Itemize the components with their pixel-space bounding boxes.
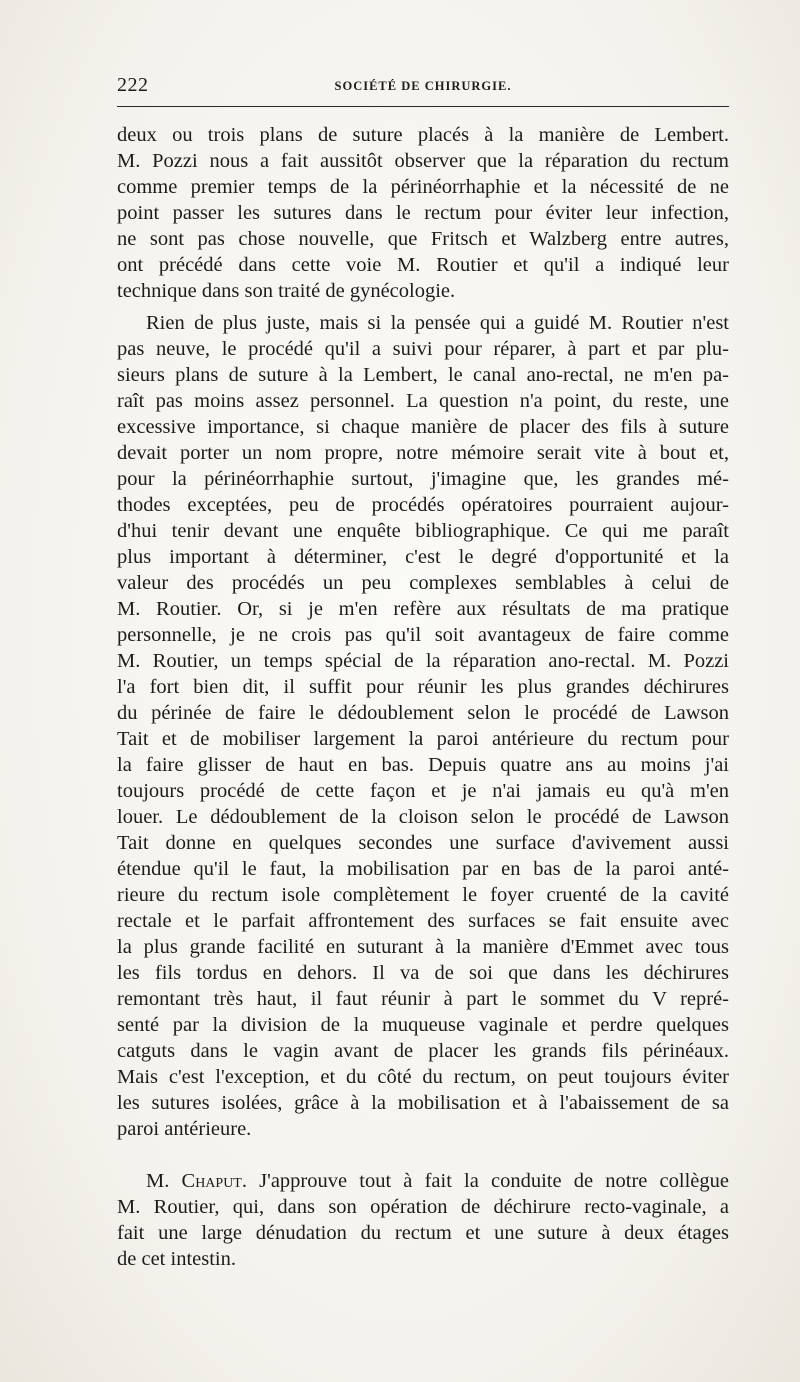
header-rule bbox=[117, 106, 729, 107]
text-line: Tait et de mobiliser largement la paroi antérieure du rectum pour bbox=[117, 728, 729, 750]
text-line: remontant très haut, il faut réunir à part le sommet du V repré- bbox=[117, 988, 729, 1010]
text-line: Tait donne en quelques secondes une surface d'avivement aussi bbox=[117, 832, 729, 854]
text-line: rieure du rectum isole complètement le foyer cruenté de la cavité bbox=[117, 884, 729, 906]
running-head: SOCIÉTÉ DE CHIRURGIE. bbox=[334, 79, 512, 93]
text-line: technique dans son traité de gynécologie. bbox=[117, 280, 456, 302]
text-line: rectale et le parfait affrontement des surfaces se fait ensuite avec bbox=[117, 910, 729, 932]
text-line: excessive importance, si chaque manière de placer des fils à suture bbox=[117, 416, 729, 438]
speaker-name: M. Chaput. bbox=[146, 1170, 247, 1192]
text-line: Mais c'est l'exception, et du côté du rectum, on peut toujours éviter bbox=[117, 1066, 729, 1088]
text-line: les sutures isolées, grâce à la mobilisation et à l'abaissement de sa bbox=[117, 1092, 729, 1114]
page-number: 222 bbox=[117, 74, 149, 96]
text-line: personnelle, je ne crois pas qu'il soit avantageux de faire comme bbox=[117, 624, 729, 646]
text-line: les fils tordus en dehors. Il va de soi que dans les déchirures bbox=[117, 962, 729, 984]
paragraph-2 bbox=[117, 310, 729, 1142]
text-line: M. Routier, qui, dans son opération de déchirure recto-vaginale, a bbox=[117, 1196, 729, 1218]
text-line: la faire glisser de haut en bas. Depuis quatre ans au moins j'ai bbox=[117, 754, 729, 776]
text-line: devait porter un nom propre, notre mémoire serait vite à bout et, bbox=[117, 442, 729, 464]
text-line: d'hui tenir devant une enquête bibliographique. Ce qui me paraît bbox=[117, 520, 729, 542]
text-line: de cet intestin. bbox=[117, 1248, 236, 1270]
page-header bbox=[117, 74, 729, 100]
text-line: pas neuve, le procédé qu'il a suivi pour réparer, à part et par plu- bbox=[117, 338, 729, 360]
text-line: comme premier temps de la périnéorrhaphie et la nécessité de ne bbox=[117, 176, 729, 198]
text-line: raît pas moins assez personnel. La question n'a point, du reste, une bbox=[117, 390, 729, 412]
text-line: louer. Le dédoublement de la cloison selon le procédé de Lawson bbox=[117, 806, 729, 828]
body-text bbox=[117, 122, 729, 1272]
text-line: catguts dans le vagin avant de placer les grands fils périnéaux. bbox=[117, 1040, 729, 1062]
text-line: thodes exceptées, peu de procédés opératoires pourraient aujour- bbox=[117, 494, 729, 516]
text-line: M. Pozzi nous a fait aussitôt observer que la réparation du rectum bbox=[117, 150, 729, 172]
text-line: ne sont pas chose nouvelle, que Fritsch et Walzberg entre autres, bbox=[117, 228, 729, 250]
paragraph-3 bbox=[117, 1168, 729, 1272]
first-line-text: J'approuve tout à fait la conduite de notre collègue bbox=[246, 1170, 729, 1192]
text-line: sieurs plans de suture à la Lembert, le canal ano-rectal, ne m'en pa- bbox=[117, 364, 729, 386]
text-line: toujours procédé de cette façon et je n'ai jamais eu qu'à m'en bbox=[117, 780, 729, 802]
text-line: pour la périnéorrhaphie surtout, j'imagine que, les grandes mé- bbox=[117, 468, 729, 490]
text-line: étendue qu'il le faut, la mobilisation par en bas de la paroi anté- bbox=[117, 858, 729, 880]
text-line bbox=[117, 1168, 729, 1194]
text-line: Rien de plus juste, mais si la pensée qui a guidé M. Routier n'est bbox=[146, 312, 729, 334]
text-line: fait une large dénudation du rectum et une suture à deux étages bbox=[117, 1222, 729, 1244]
text-line: la plus grande facilité en suturant à la manière d'Emmet avec tous bbox=[117, 936, 729, 958]
paragraph-1 bbox=[117, 122, 729, 304]
text-line: ont précédé dans cette voie M. Routier et qu'il a indiqué leur bbox=[117, 254, 729, 276]
text-line: plus important à déterminer, c'est le degré d'opportunité et la bbox=[117, 546, 729, 568]
text-line: point passer les sutures dans le rectum pour éviter leur infection, bbox=[117, 202, 729, 224]
text-line: du périnée de faire le dédoublement selon le procédé de Lawson bbox=[117, 702, 729, 724]
text-line: senté par la division de la muqueuse vaginale et perdre quelques bbox=[117, 1014, 729, 1036]
text-line: l'a fort bien dit, il suffit pour réunir les plus grandes déchirures bbox=[117, 676, 729, 698]
text-line: paroi antérieure. bbox=[117, 1118, 252, 1140]
text-line: M. Routier, un temps spécial de la réparation ano-rectal. M. Pozzi bbox=[117, 650, 729, 672]
text-line: valeur des procédés un peu complexes semblables à celui de bbox=[117, 572, 729, 594]
text-line: deux ou trois plans de suture placés à la manière de Lembert. bbox=[117, 124, 729, 146]
text-line: M. Routier. Or, si je m'en refère aux résultats de ma pratique bbox=[117, 598, 729, 620]
